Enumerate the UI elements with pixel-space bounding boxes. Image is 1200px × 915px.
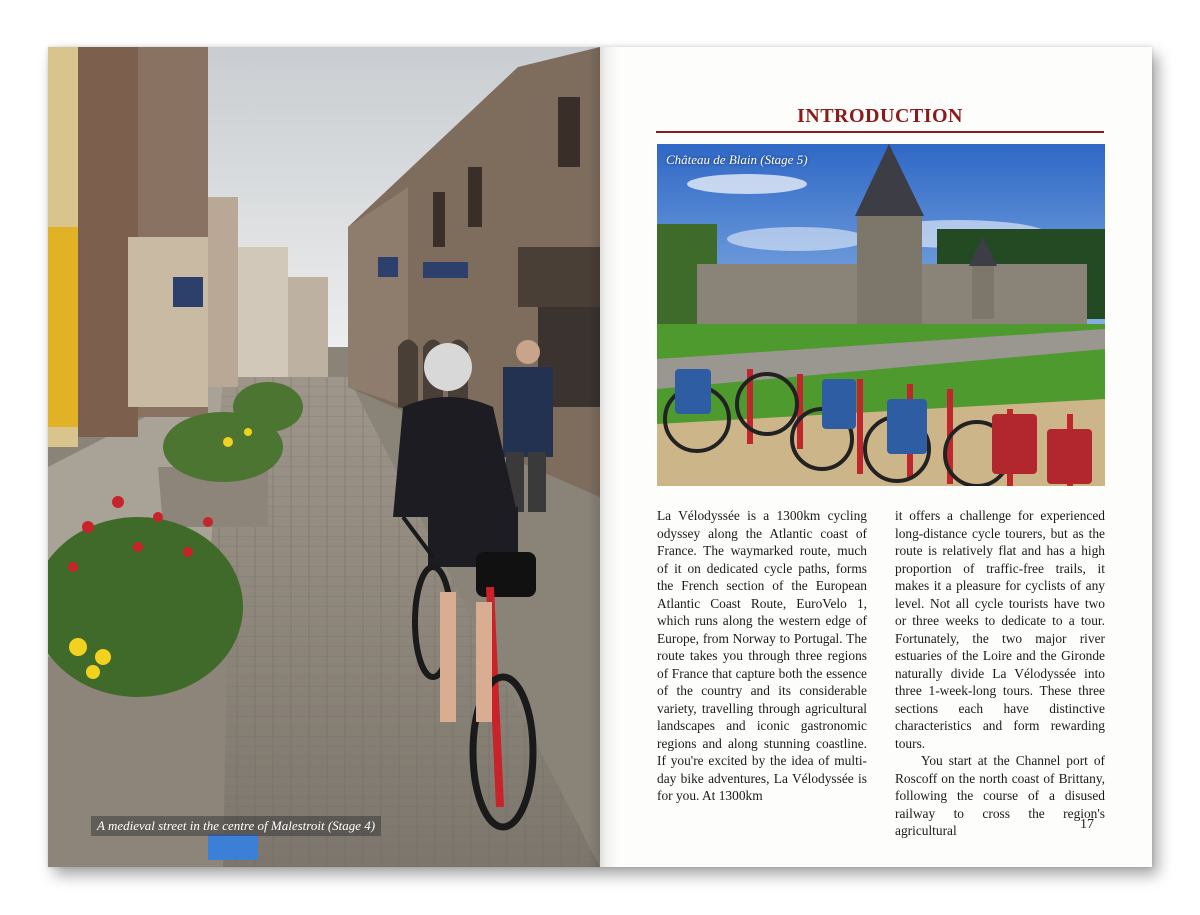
text-column-1 [657, 507, 867, 805]
left-page [48, 47, 600, 867]
street-photo [48, 47, 600, 867]
paragraph: it offers a challenge for experienced long-distance cycle tourers, but as the route is relatively flat and has a high proportion of traffic-free trails, it makes it a pleasure for cyclists of any level. Not all cycle tourists have two or three weeks to dedicate to a tour. Fortunately, the two major river estuaries of the Loire and the Gironde naturally divide La Vélodyssée into three 1-week-long tours. These three sections each have distinctive characteristics and form rewarding tours. [895, 508, 1105, 751]
book-spread [48, 47, 1152, 867]
right-page [600, 47, 1152, 867]
castle-photo-caption: Château de Blain (Stage 5) [666, 152, 808, 167]
heading-rule [656, 131, 1104, 133]
page-number: 17 [1080, 817, 1094, 832]
text-column-2 [895, 507, 1105, 840]
left-photo-caption: A medieval street in the centre of Malestroit (Stage 4) [91, 816, 381, 836]
castle-photo [657, 144, 1105, 486]
paragraph: You start at the Channel port of Roscoff on the north coast of Brittany, following the course of a disused railway to cross the region's agricultural [895, 753, 1105, 838]
chapter-heading: INTRODUCTION [796, 105, 964, 127]
castle-illustration [657, 144, 1105, 486]
paragraph: La Vélodyssée is a 1300km cycling odyssey along the Atlantic coast of France. The waymarked route, much of it on dedicated cycle paths, forms the French section of the European Atlantic Coast Route, EuroVelo 1, which runs along the western edge of Europe, from Norway to Portugal. The route takes you through three regions of France that capture both the essence of the country and its considerable variety, travelling through agricultural landscapes and iconic gastronomic regions and along stunning coastline. If you're excited by the idea of multi-day bike adventures, La Vélodyssée is for you. At 1300km [657, 508, 867, 803]
